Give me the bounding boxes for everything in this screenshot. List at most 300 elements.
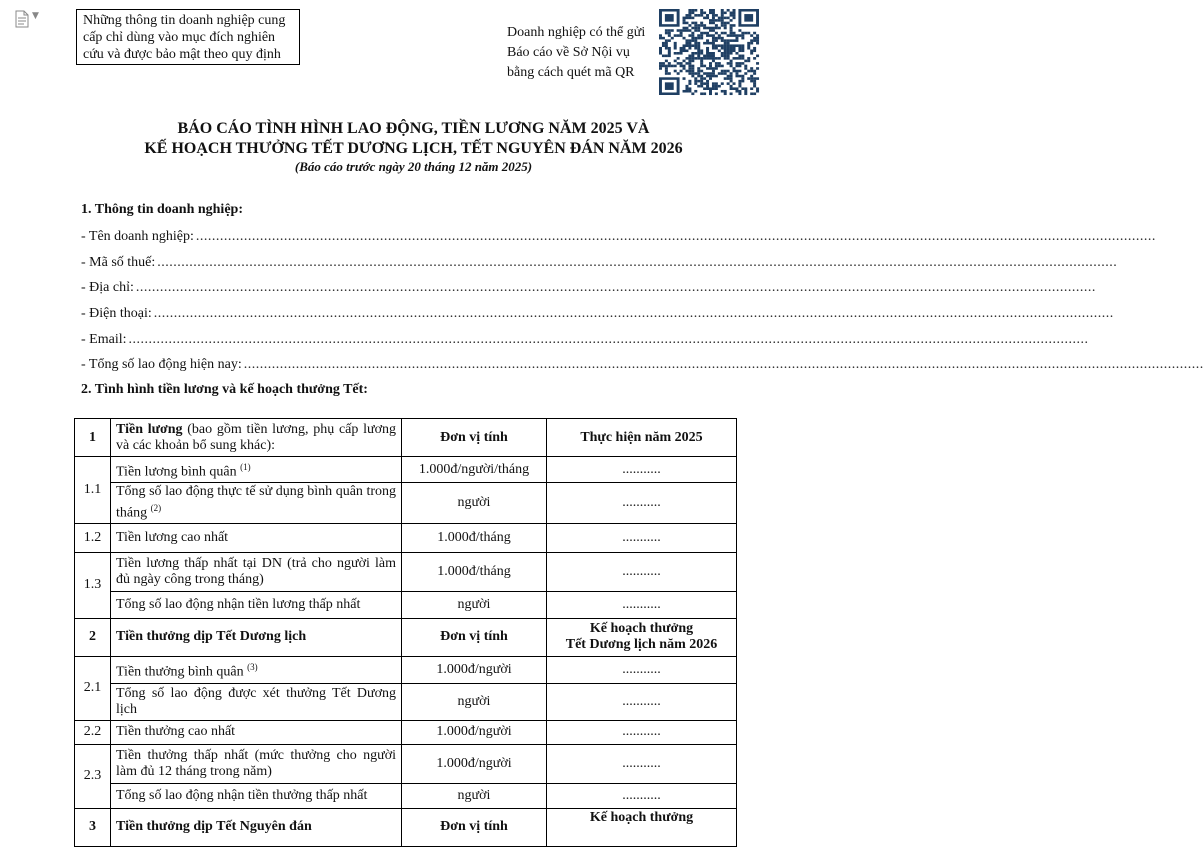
table-row [75,523,737,552]
qr-module [733,9,736,12]
qr-module [727,39,730,42]
qr-module [730,52,733,55]
qr-module [756,34,759,37]
qr-module [744,65,747,68]
qr-module [694,57,697,60]
qr-module [735,70,738,73]
qr-module [721,12,724,15]
qr-module [706,42,709,45]
total-employees-field[interactable] [81,356,1204,374]
qr-module [730,80,733,83]
column-header: Kế hoạch thưởng Tết Dương lịch năm 2026 [547,618,737,656]
qr-module [674,44,677,47]
qr-module [721,82,724,85]
qr-module [733,24,736,27]
qr-module [715,57,718,60]
qr-module [715,92,718,95]
qr-instruction [507,23,645,83]
qr-module [700,22,703,25]
qr-module [735,52,738,55]
footnote-ref: (1) [240,461,251,472]
row-number: 1.2 [75,523,111,552]
qr-module [756,67,759,70]
row-number: 1.1 [75,457,111,524]
value-cell[interactable]: ........... [547,483,737,524]
qr-module [665,47,668,50]
qr-module [703,32,706,35]
qr-module [697,67,700,70]
qr-module [662,44,665,47]
qr-module [691,32,694,35]
qr-module [691,72,694,75]
qr-module [680,65,683,68]
qr-module [697,85,700,88]
table-row [75,483,737,524]
qr-module [741,57,744,60]
qr-module [750,52,753,55]
qr-module [733,17,736,20]
qr-module [685,87,688,90]
qr-module [738,85,741,88]
qr-module [733,34,736,37]
field-label: - Điện thoại: [81,306,152,321]
qr-module [691,34,694,37]
fill-dots: ................................................................................................................................................................................................................................................ [157,255,1118,270]
qr-module [668,29,671,32]
qr-module [665,72,668,75]
qr-module [706,75,709,78]
qr-module [674,42,677,45]
qr-module [685,70,688,73]
label-bold: Tiền lương [116,421,183,437]
qr-module [753,72,756,75]
qr-module [733,39,736,42]
qr-module [735,39,738,42]
value-cell[interactable]: ........... [547,656,737,683]
email-field[interactable] [81,331,1089,349]
qr-module [685,49,688,52]
qr-module [688,24,691,27]
qr-module [744,72,747,75]
qr-module [703,17,706,20]
row-number: 2.2 [75,720,111,744]
qr-module [727,70,730,73]
qr-module [709,90,712,93]
qr-module [700,37,703,40]
qr-module [697,27,700,30]
qr-module [688,80,691,83]
value-cell[interactable]: ........... [547,683,737,720]
qr-module [691,52,694,55]
qr-module [694,52,697,55]
table-row [75,656,737,683]
qr-module [730,72,733,75]
unit-cell: 1.000đ/người [402,656,547,683]
qr-module [680,34,683,37]
qr-module [706,49,709,52]
qr-module [712,19,715,22]
qr-module [738,82,741,85]
qr-module [709,34,712,37]
confidentiality-notice [76,9,300,65]
qr-module [700,85,703,88]
qr-module [685,42,688,45]
qr-module [738,34,741,37]
qr-module [753,92,756,95]
qr-module [715,19,718,22]
qr-module [665,42,668,45]
qr-module [747,57,750,60]
qr-module [685,17,688,20]
qr-module [712,60,715,63]
qr-module [709,12,712,15]
qr-module [709,87,712,90]
row-label: Tiền lương bình quân $^{(1)}$ [111,457,402,483]
qr-module [668,49,671,52]
qr-module [694,80,697,83]
qr-module [659,47,662,50]
qr-module [688,42,691,45]
qr-module [750,49,753,52]
qr-module [703,87,706,90]
unit-cell: người [402,483,547,524]
document-icon[interactable] [14,10,30,28]
qr-module [694,29,697,32]
qr-module [733,49,736,52]
unit-header: Đơn vị tính [402,419,547,457]
qr-module [665,70,668,73]
row-number: 2.1 [75,656,111,720]
qr-module [744,67,747,70]
qr-module [735,37,738,40]
value-cell[interactable]: ........... [547,744,737,783]
qr-module [665,39,668,42]
qr-module [694,22,697,25]
table-row [75,744,737,783]
qr-module [750,42,753,45]
qr-module [706,87,709,90]
qr-module [688,44,691,47]
qr-module [700,57,703,60]
qr-module [730,24,733,27]
qr-module [733,67,736,70]
qr-module [683,17,686,20]
qr-module [753,37,756,40]
qr-module [715,62,718,65]
qr-module [727,47,730,50]
qr-module [721,32,724,35]
qr-module [750,70,753,73]
qr-module [671,65,674,68]
qr-module [724,77,727,80]
qr-module [721,65,724,68]
qr-note-line: Doanh nghiệp có thể gửi [507,25,646,40]
qr-module [691,12,694,15]
qr-module [688,12,691,15]
qr-module [706,39,709,42]
qr-module [694,82,697,85]
unit-cell: 1.000đ/tháng [402,523,547,552]
company-name-field[interactable] [81,228,1156,246]
qr-note-line: bằng cách quét mã QR [507,65,635,80]
qr-module [706,27,709,30]
qr-module [741,47,744,50]
qr-module [697,52,700,55]
qr-module [730,75,733,78]
qr-module [715,75,718,78]
qr-module [709,77,712,80]
qr-module [697,47,700,50]
qr-module [738,70,741,73]
qr-module [727,55,730,58]
qr-module [724,92,727,95]
chevron-down-icon[interactable]: ▼ [32,11,39,21]
qr-module [730,14,733,17]
qr-module [691,55,694,58]
qr-module [741,62,744,65]
qr-module [727,17,730,20]
qr-module [685,57,688,60]
qr-module [694,27,697,30]
qr-module [712,57,715,60]
field-label: - Địa chỉ: [81,280,134,295]
table-row [75,808,737,846]
qr-module [700,49,703,52]
qr-code-image [659,9,759,95]
qr-module [662,65,665,68]
qr-module [721,55,724,58]
qr-module [688,82,691,85]
table-row [75,683,737,720]
qr-module [683,27,686,30]
qr-module [688,55,691,58]
qr-module [700,92,703,95]
qr-module [668,39,671,42]
qr-module [730,85,733,88]
qr-module [691,75,694,78]
fill-dots: ................................................................................................................................................................................................................................................ [153,306,1114,321]
qr-module [665,60,668,63]
qr-module [694,72,697,75]
address-field[interactable] [81,279,1096,297]
qr-module [688,9,691,12]
qr-module [659,67,662,70]
qr-module [727,52,730,55]
qr-module [700,75,703,78]
qr-module [715,44,718,47]
qr-module [688,90,691,93]
qr-module [706,34,709,37]
qr-module [730,49,733,52]
qr-module [712,12,715,15]
qr-module [730,44,733,47]
qr-module [738,80,741,83]
qr-module [744,87,747,90]
qr-module [712,85,715,88]
qr-module [709,29,712,32]
value-cell[interactable]: ........... [547,523,737,552]
qr-module [712,9,715,12]
row-label: Tổng số lao động được xét thưởng Tết Dương lịch [111,683,402,720]
qr-module [724,27,727,30]
qr-module [715,37,718,40]
value-cell[interactable]: ........... [547,591,737,618]
value-cell[interactable]: ........... [547,457,737,483]
qr-module [738,75,741,78]
qr-module [753,49,756,52]
tax-code-field[interactable] [81,254,1118,272]
qr-module [712,44,715,47]
qr-module [727,22,730,25]
qr-module [691,27,694,30]
qr-module [674,47,677,50]
qr-module [735,34,738,37]
qr-module [685,44,688,47]
qr-module [709,22,712,25]
qr-module [718,17,721,20]
qr-module [680,70,683,73]
qr-module [715,85,718,88]
qr-module [683,67,686,70]
qr-module [747,42,750,45]
qr-module [697,24,700,27]
qr-module [733,70,736,73]
qr-module [697,29,700,32]
qr-module [706,14,709,17]
qr-module [744,92,747,95]
qr-module [668,52,671,55]
qr-module [688,72,691,75]
unit-cell: người [402,683,547,720]
qr-module [715,87,718,90]
qr-module [727,82,730,85]
qr-module [706,47,709,50]
qr-module [727,44,730,47]
qr-module [721,9,724,12]
qr-module [674,65,677,68]
qr-module [741,34,744,37]
qr-module [700,34,703,37]
field-label: - Email: [81,332,127,347]
qr-module [730,47,733,50]
qr-module [721,72,724,75]
qr-module [724,57,727,60]
qr-module [688,29,691,32]
fill-dots: ................................................................................................................................................................................................................................................ [135,280,1096,295]
qr-module [691,60,694,63]
qr-module [674,70,677,73]
row-number: 1 [75,419,111,457]
qr-module [709,72,712,75]
qr-module [671,29,674,32]
qr-module [741,87,744,90]
qr-module [697,44,700,47]
qr-module [712,72,715,75]
qr-module [712,17,715,20]
qr-module [730,87,733,90]
qr-module [703,24,706,27]
qr-module [741,75,744,78]
row-label: Tiền thưởng cao nhất [111,720,402,744]
qr-module [709,9,712,12]
qr-module [712,37,715,40]
section2-heading: 2. Tình hình tiền lương và kế hoạch thưởng Tết: [81,382,368,397]
qr-module [691,39,694,42]
qr-module [700,82,703,85]
table-row [75,552,737,591]
qr-module [680,62,683,65]
qr-module [744,90,747,93]
qr-module [688,57,691,60]
qr-module [674,52,677,55]
qr-module [718,57,721,60]
unit-cell: 1.000đ/người [402,720,547,744]
qr-module [712,42,715,45]
qr-module [674,34,677,37]
wage-bonus-table [74,418,737,847]
qr-module [747,47,750,50]
qr-module [733,12,736,15]
qr-module [738,49,741,52]
qr-module [721,19,724,22]
value-cell[interactable]: ........... [547,552,737,591]
label-rest: (bao gồm tiền lương, phụ cấp lương và các khoản bổ sung khác): [116,421,396,453]
qr-module [709,42,712,45]
qr-module [747,60,750,63]
qr-module [700,62,703,65]
qr-module [668,72,671,75]
qr-module [677,72,680,75]
qr-module [712,82,715,85]
qr-module [724,49,727,52]
qr-module [677,52,680,55]
qr-module [730,29,733,32]
row-label: Tổng số lao động nhận tiền lương thấp nhất [111,591,402,618]
table-row [75,618,737,656]
qr-module [685,29,688,32]
qr-module [662,55,665,58]
qr-module [685,90,688,93]
qr-module [741,77,744,80]
qr-module [718,34,721,37]
qr-module [688,47,691,50]
qr-module [735,75,738,78]
fill-dots: ................................................................................................................................................................................................................................................ [195,229,1156,244]
qr-module [744,60,747,63]
field-label: - Tổng số lao động hiện nay: [81,357,242,372]
qr-module [744,32,747,35]
value-cell[interactable]: ........... [547,720,737,744]
qr-module [662,42,665,45]
qr-module [694,42,697,45]
qr-module [680,47,683,50]
qr-note-line: Báo cáo về Sở Nội vụ [507,45,630,60]
field-label: - Tên doanh nghiệp: [81,229,194,244]
phone-field[interactable] [81,305,1114,323]
fill-dots: ................................................................................................................................................................................................................................................ [243,357,1204,372]
unit-cell: 1.000đ/người [402,744,547,783]
qr-module [697,34,700,37]
qr-module [680,52,683,55]
qr-module [712,29,715,32]
qr-module [688,70,691,73]
qr-module [709,92,712,95]
qr-module [700,65,703,68]
qr-module [753,57,756,60]
qr-module [718,62,721,65]
qr-module [721,22,724,25]
value-cell[interactable]: ........... [547,783,737,808]
